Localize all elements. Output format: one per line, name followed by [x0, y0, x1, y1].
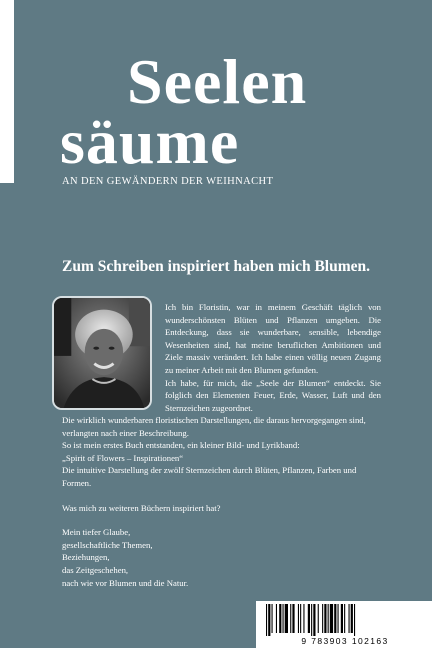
barcode-bar — [311, 604, 312, 636]
barcode-bar — [303, 604, 304, 633]
headline: Zum Schreiben inspiriert haben mich Blumen. — [61, 258, 371, 275]
barcode-bar — [318, 604, 319, 633]
barcode-bar — [330, 604, 333, 633]
intro-text — [165, 301, 381, 414]
title-block — [0, 0, 432, 200]
text-line: So ist mein erstes Buch entstanden, ein kleiner Bild- und Lyrikband: — [62, 440, 300, 451]
barcode-bar — [283, 604, 284, 633]
barcode-bar — [292, 604, 294, 633]
list-item: das Zeitgeschehen, — [62, 564, 129, 575]
barcode-bar — [351, 604, 353, 633]
barcode-bar — [300, 604, 301, 633]
barcode-bar — [268, 604, 270, 636]
barcode-bar — [354, 604, 355, 636]
barcode-bars — [262, 604, 428, 636]
barcode-bar — [290, 604, 291, 633]
question-line: Was mich zu weiteren Büchern inspiriert hat? — [62, 502, 221, 513]
barcode-bar — [341, 604, 343, 633]
title-line-2: säume — [60, 106, 240, 177]
isbn-barcode — [256, 601, 432, 648]
intro-paragraph-1: Ich bin Floristin, war in meinem Geschäft täglich von wunderschönsten Blüten und Pflanzen umgeben. Die Entdeckung, dass sie wunderbare, sensible, lebendige Wesenheiten sind, hat meine beruflichen Ambitionen und Ziele massiv verändert. Ich habe einen völlig neuen Zugang zu meiner Arbeit mit den Blumen gefunden. — [165, 302, 381, 375]
list-item: Mein tiefer Glaube, — [62, 527, 131, 538]
barcode-bar — [272, 604, 273, 633]
isbn-number: 9 783903 102163 — [301, 636, 389, 646]
main-text — [62, 414, 382, 589]
barcode-bar — [298, 604, 299, 633]
text-line: Die intuitive Darstellung der zwölf Sternzeichen durch Blüten, Pflanzen, Farben und Formen. — [62, 465, 357, 488]
barcode-bar — [338, 604, 339, 633]
barcode-bar — [344, 604, 345, 633]
barcode-bar — [279, 604, 281, 633]
list-item: Beziehungen, — [62, 552, 110, 563]
barcode-bar — [322, 604, 323, 633]
author-portrait-image — [54, 298, 150, 408]
title-line-1: Seelen — [127, 46, 308, 117]
text-line: Die wirklich wunderbaren floristischen Darstellungen, die daraus hervorgegangen sind, verlangten nach einer Beschreibung. — [62, 415, 366, 438]
barcode-bar — [276, 604, 277, 633]
intro-paragraph-2: Ich habe, für mich, die „Seele der Blumen“ entdeckt. Sie folglich den Elementen Feuer, Erde, Wasser, Luft und den Sternzeichen zugeordnet. — [165, 377, 381, 413]
text-line: „Spirit of Flowers – Inspirationen“ — [62, 452, 184, 463]
barcode-bar — [313, 604, 315, 636]
list-item: gesellschaftliche Themen, — [62, 539, 153, 550]
barcode-bar — [285, 604, 288, 633]
list-item: nach wie vor Blumen und die Natur. — [62, 577, 189, 588]
subtitle: AN DEN GEWÄNDERN DER WEIHNACHT — [62, 176, 274, 187]
barcode-bar — [266, 604, 267, 636]
barcode-bar — [324, 604, 326, 633]
barcode-bar — [349, 604, 350, 633]
author-photo — [52, 296, 152, 410]
barcode-bar — [334, 604, 336, 633]
barcode-bar — [328, 604, 329, 633]
barcode-bar — [308, 604, 310, 633]
